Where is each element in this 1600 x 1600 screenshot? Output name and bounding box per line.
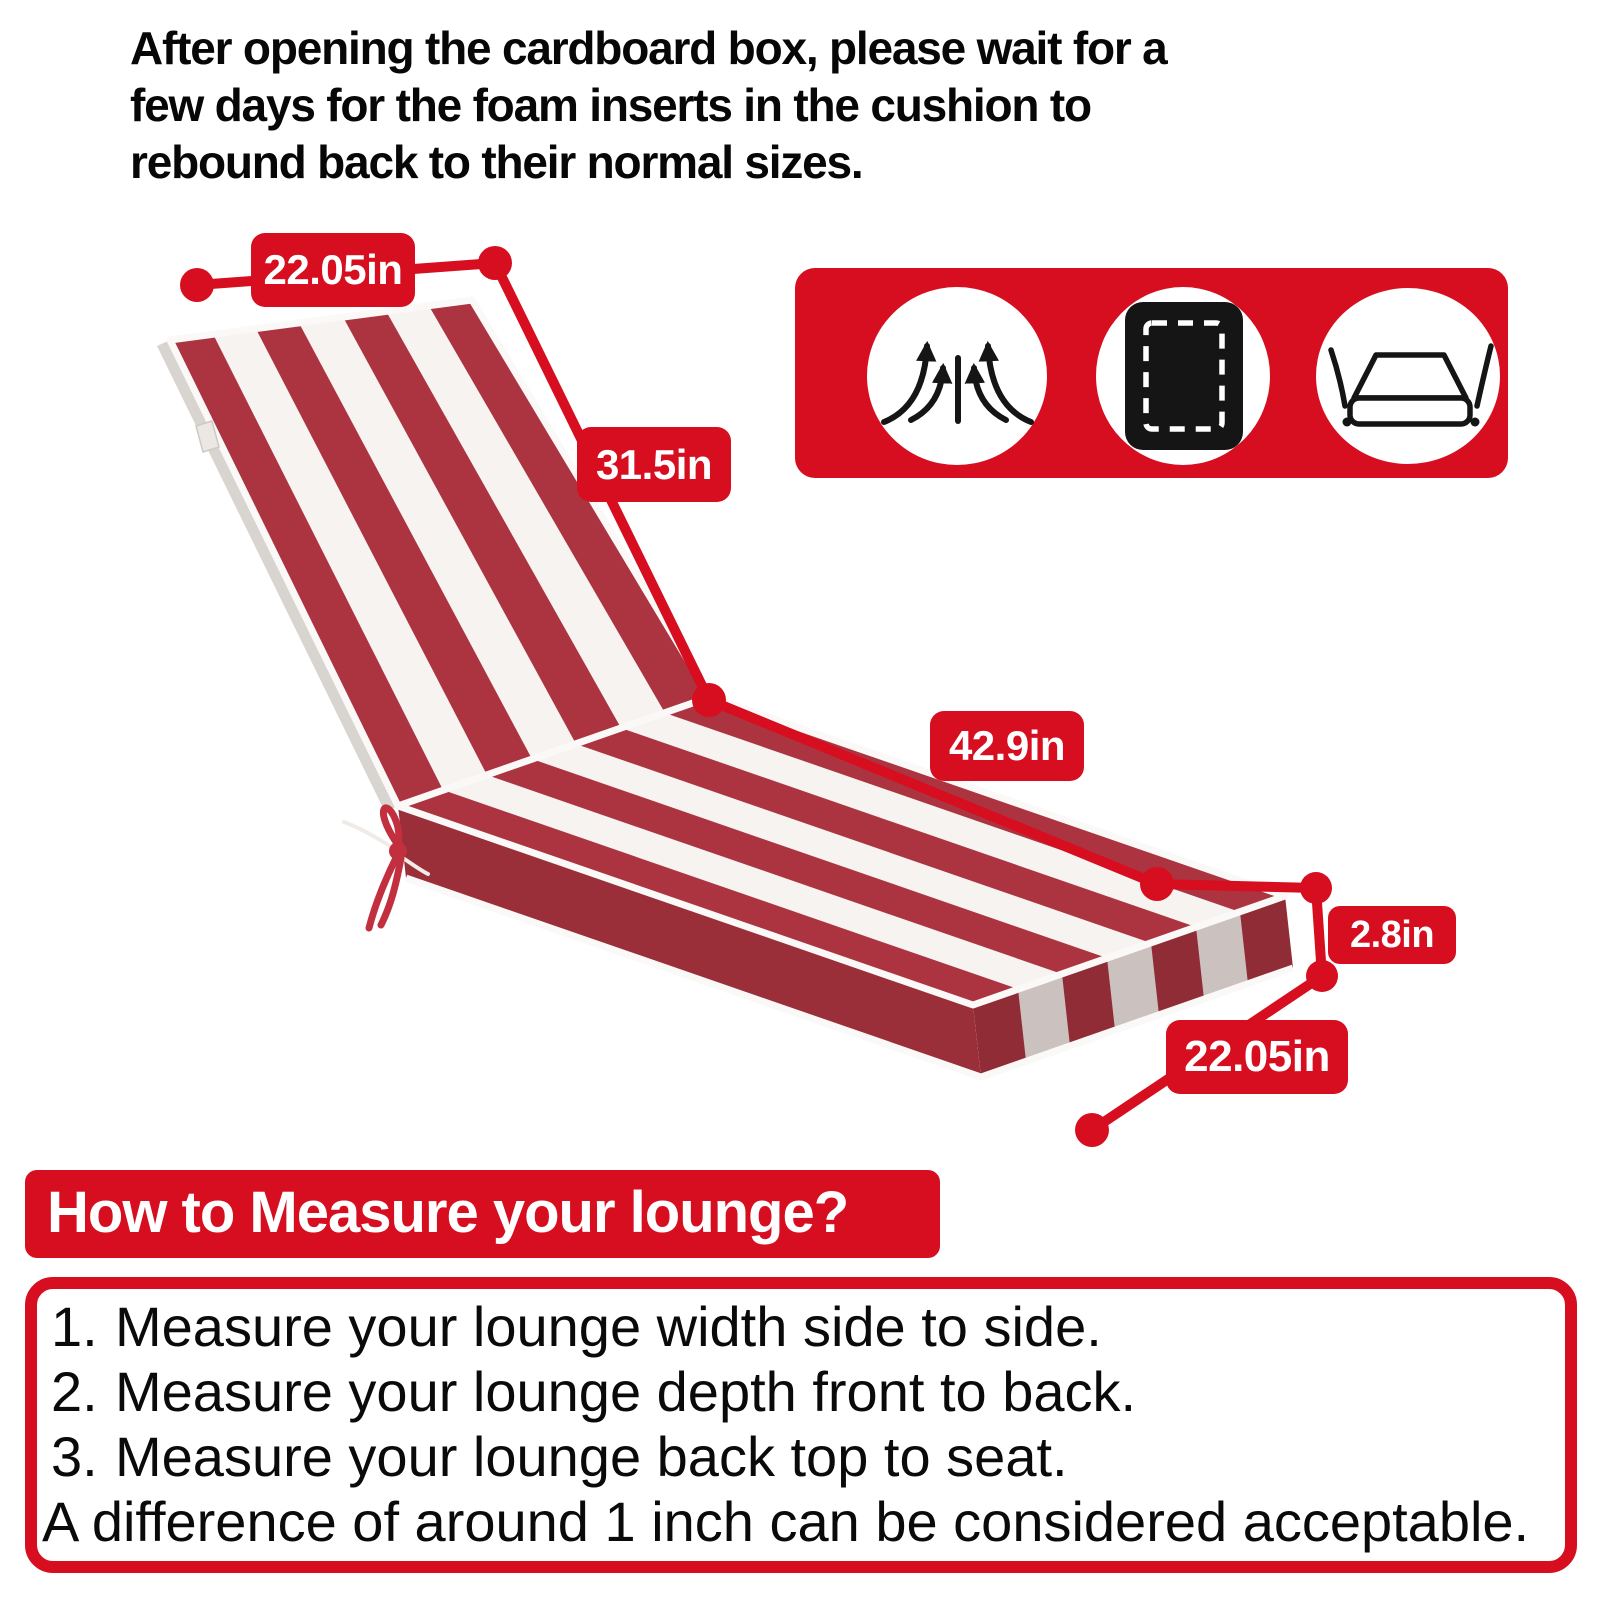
notice-line-3: rebound back to their normal sizes. <box>130 136 863 188</box>
instruction-item-3 <box>37 1424 1565 1489</box>
stitched-cover-icon <box>1125 302 1243 450</box>
features-banner <box>795 268 1508 478</box>
connector-line <box>1157 884 1316 888</box>
dim-dot <box>180 268 214 302</box>
dim-dot <box>692 683 726 717</box>
instruction-number: 1. <box>51 1295 98 1358</box>
dim-dot <box>1306 960 1338 992</box>
dim-label-seat-length: 42.9in <box>930 711 1084 781</box>
measure-section-title: How to Measure your lounge? <box>25 1170 940 1258</box>
dim-dot <box>1075 1113 1109 1147</box>
instruction-item-2 <box>37 1359 1565 1424</box>
instruction-number: 2. <box>51 1360 98 1423</box>
dim-label-seat-width: 22.05in <box>1166 1020 1348 1094</box>
instruction-note: A difference of around 1 inch can be considered acceptable. <box>42 1490 1530 1553</box>
instruction-text: Measure your lounge depth front to back. <box>115 1360 1137 1423</box>
instruction-number: 3. <box>51 1425 98 1488</box>
dim-dot <box>478 246 512 280</box>
dim-label-back-width: 22.05in <box>251 233 415 307</box>
dim-dot <box>1300 872 1332 904</box>
instruction-text: Measure your lounge back top to seat. <box>115 1425 1068 1488</box>
dim-label-back-length: 31.5in <box>577 427 731 502</box>
dim-label-thickness: 2.8in <box>1328 906 1456 964</box>
instructions-box <box>25 1277 1577 1573</box>
dim-dot <box>1140 867 1174 901</box>
notice-line-2: few days for the foam inserts in the cushion to <box>130 79 1091 131</box>
instruction-text: Measure your lounge width side to side. <box>115 1295 1102 1358</box>
instruction-item-1 <box>37 1294 1565 1359</box>
notice-line-1: After opening the cardboard box, please wait for a <box>130 22 1167 74</box>
